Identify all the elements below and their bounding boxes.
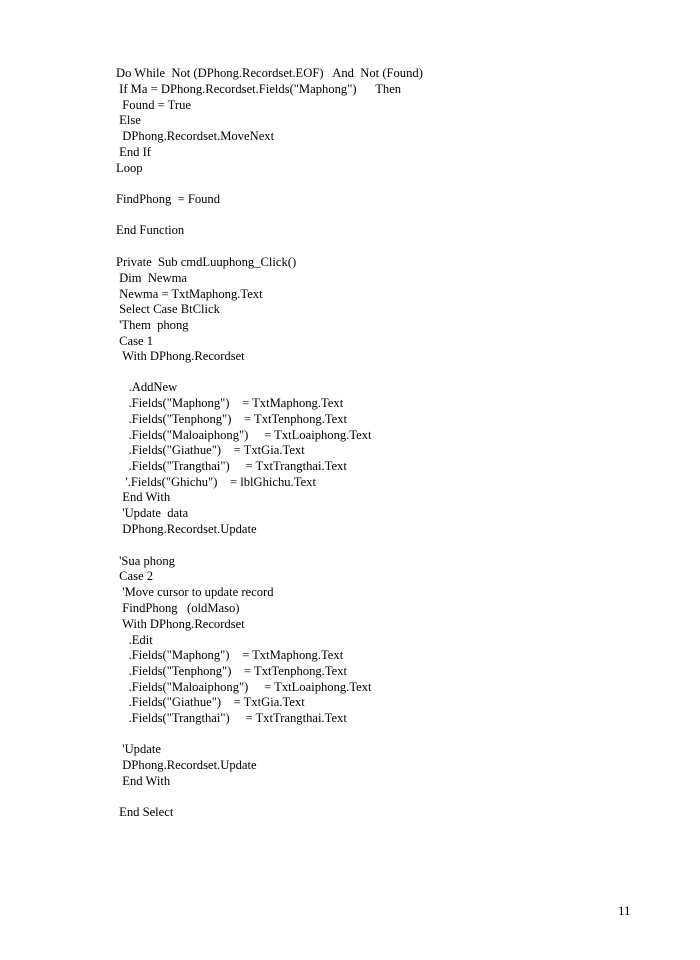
code-line: .Fields("Maphong") = TxtMaphong.Text <box>116 396 344 410</box>
code-line: Case 1 <box>116 334 154 348</box>
code-line: DPhong.Recordset.Update <box>116 758 257 772</box>
code-line: With DPhong.Recordset <box>116 617 245 631</box>
code-line: End If <box>116 145 151 159</box>
code-line: '.Fields("Ghichu") = lblGhichu.Text <box>116 475 316 489</box>
code-line: .Fields("Maloaiphong") = TxtLoaiphong.Text <box>116 428 372 442</box>
code-line: .Fields("Trangthai") = TxtTrangthai.Text <box>116 711 347 725</box>
code-line: 'Move cursor to update record <box>116 585 274 599</box>
code-line: DPhong.Recordset.MoveNext <box>116 129 275 143</box>
code-line: .Fields("Tenphong") = TxtTenphong.Text <box>116 412 348 426</box>
code-line: With DPhong.Recordset <box>116 349 245 363</box>
code-line: Loop <box>116 161 143 175</box>
code-line: DPhong.Recordset.Update <box>116 522 257 536</box>
code-line: 'Them phong <box>116 318 189 332</box>
code-line: If Ma = DPhong.Recordset.Fields("Maphong") Then <box>116 82 402 96</box>
code-line: 'Update data <box>116 506 189 520</box>
code-line: .Fields("Giathue") = TxtGia.Text <box>116 695 305 709</box>
code-line: .Fields("Tenphong") = TxtTenphong.Text <box>116 664 348 678</box>
code-line: Select Case BtClick <box>116 302 220 316</box>
code-line: Private Sub cmdLuuphong_Click() <box>116 255 297 269</box>
code-line: 'Update <box>116 742 161 756</box>
code-line: 'Sua phong <box>116 554 175 568</box>
code-line: FindPhong = Found <box>116 192 221 206</box>
code-line: End With <box>116 490 171 504</box>
code-line: Found = True <box>116 98 191 112</box>
code-line: .AddNew <box>116 380 178 394</box>
code-line: Else <box>116 113 141 127</box>
code-line: .Fields("Maphong") = TxtMaphong.Text <box>116 648 344 662</box>
code-line: Dim Newma <box>116 271 187 285</box>
code-line: .Fields("Giathue") = TxtGia.Text <box>116 443 305 457</box>
code-line: End With <box>116 774 171 788</box>
code-line: Case 2 <box>116 569 154 583</box>
code-line: .Fields("Trangthai") = TxtTrangthai.Text <box>116 459 347 473</box>
page-number: 11 <box>618 903 631 918</box>
code-line: End Function <box>116 223 185 237</box>
code-line: End Select <box>116 805 174 819</box>
code-line: Newma = TxtMaphong.Text <box>116 287 263 301</box>
code-line: .Fields("Maloaiphong") = TxtLoaiphong.Text <box>116 680 372 694</box>
code-line: Do While Not (DPhong.Recordset.EOF) And Not (Found) <box>116 66 423 80</box>
code-line: FindPhong (oldMaso) <box>116 601 240 615</box>
code-line: .Edit <box>116 633 153 647</box>
